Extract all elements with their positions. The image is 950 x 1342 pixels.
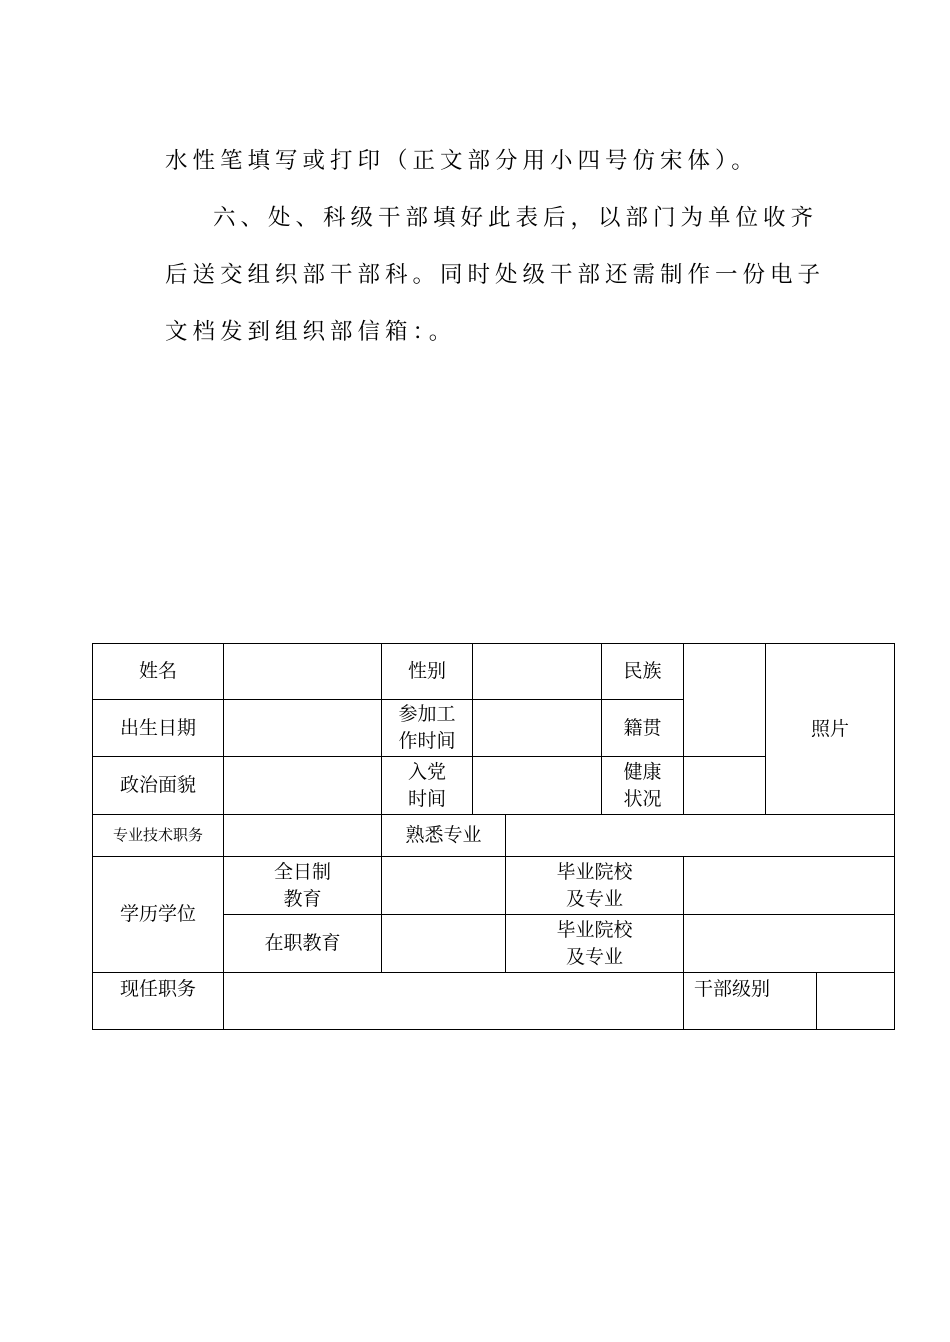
school-major-field-1[interactable] (684, 857, 895, 915)
party-join-label-line-1: 入党 (407, 760, 446, 783)
cadre-level-field[interactable] (817, 973, 895, 1030)
school-major-label-2-line-1: 毕业院校 (556, 918, 633, 941)
work-start-field[interactable] (473, 700, 602, 757)
education-label: 学历学位 (93, 857, 224, 973)
photo-label: 照片 (811, 717, 850, 740)
party-join-field[interactable] (473, 757, 602, 815)
tech-title-field[interactable] (224, 815, 382, 857)
fulltime-edu-label-line-2: 教育 (283, 887, 322, 910)
instruction-line-2: 六、处、科级干部填好此表后，以部门为单位收齐 (213, 205, 819, 231)
health-label-line-2: 状况 (623, 787, 662, 810)
birth-date-field[interactable] (224, 700, 382, 757)
fulltime-edu-field[interactable] (382, 857, 506, 915)
photo-cell[interactable] (766, 644, 895, 815)
cadre-info-form (92, 643, 895, 1030)
political-status-label: 政治面貌 (93, 757, 224, 815)
name-label: 姓名 (93, 644, 224, 700)
current-position-label: 现任职务 (93, 973, 224, 1030)
inservice-edu-label: 在职教育 (224, 915, 382, 973)
school-major-label-2-line-2: 及专业 (565, 945, 623, 968)
school-major-label-1-line-1: 毕业院校 (556, 860, 633, 883)
ethnicity-field[interactable] (684, 644, 766, 757)
familiar-major-field[interactable] (506, 815, 895, 857)
work-start-label-line-2: 作时间 (398, 730, 456, 752)
political-status-field[interactable] (224, 757, 382, 815)
work-start-label (382, 700, 473, 757)
school-major-label-1 (506, 857, 684, 915)
gender-label: 性别 (382, 644, 473, 700)
school-major-label-1-line-2: 及专业 (565, 887, 623, 910)
school-major-label-2 (506, 915, 684, 973)
birth-date-label: 出生日期 (93, 700, 224, 757)
instruction-line-4: 文档发到组织部信箱：。 (165, 319, 457, 345)
health-field[interactable] (684, 757, 766, 815)
health-label (602, 757, 684, 815)
tech-title-label: 专业技术职务 (93, 815, 224, 857)
familiar-major-label: 熟悉专业 (382, 815, 506, 857)
instruction-line-1: 水性笔填写或打印（正文部分用小四号仿宋体）。 (165, 148, 759, 174)
current-position-field[interactable] (224, 973, 684, 1030)
party-join-label (382, 757, 473, 815)
work-start-label-line-1: 参加工 (398, 703, 456, 725)
health-label-line-1: 健康 (623, 760, 662, 783)
fulltime-edu-label (224, 857, 382, 915)
inservice-edu-field[interactable] (382, 915, 506, 973)
name-field[interactable] (224, 644, 382, 700)
cadre-level-label: 干部级别 (684, 973, 817, 1030)
native-place-label: 籍贯 (602, 700, 684, 757)
school-major-field-2[interactable] (684, 915, 895, 973)
ethnicity-label: 民族 (602, 644, 684, 700)
instruction-line-3: 后送交组织部干部科。同时处级干部还需制作一份电子 (165, 262, 826, 288)
party-join-label-line-2: 时间 (407, 787, 446, 810)
gender-field[interactable] (473, 644, 602, 700)
fulltime-edu-label-line-1: 全日制 (273, 860, 331, 883)
